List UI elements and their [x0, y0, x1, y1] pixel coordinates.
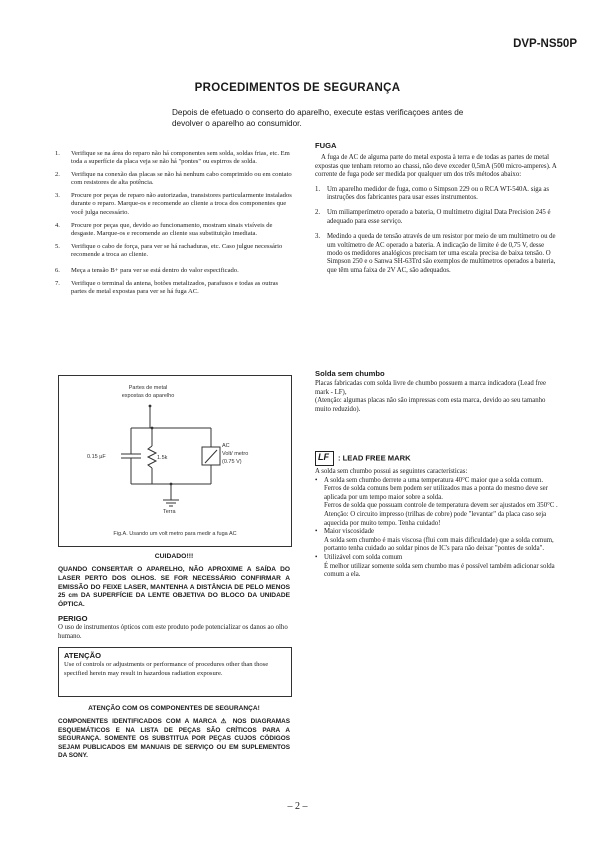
- resistor-label: 1.5k: [157, 455, 168, 461]
- capacitor-label: 0.15 µF: [87, 454, 106, 460]
- checklist-item: 1. Verifique se na área do reparo não há componentes sem solda, soldas frias, etc. Em toda a superfície da placa veja se não há "pontes" ou espirros de solda.: [55, 150, 290, 166]
- page-number: – 2 –: [287, 801, 308, 812]
- checklist-item: 4. Procure por peças que, devido ao funcionamento, mostram sinais visíveis de desgaste. Marque-os e recomende ao cliente sua substituição imediata.: [55, 221, 273, 237]
- safety-components-text: COMPONENTES IDENTIFICADOS COM A MARCA ⚠ NOS DIAGRAMAS ESQUEMÁTICOS E NA LISTA DE PEÇAS SÃO CRÍTICOS PARA A SEGURANÇA. SOMENTE OS SUBSTITUA POR PEÇAS CUJOS CÓDIGOS SEJAM PUBLICADOS EM MANUAIS DE SERVIÇO OU EM SUPLEMENTOS DA SONY.: [58, 718, 290, 760]
- lead-free-logo: LF: [315, 451, 334, 466]
- atencao-box: [58, 647, 292, 697]
- safety-components-title: ATENÇÃO COM OS COMPONENTES DE SEGURANÇA!: [88, 705, 260, 712]
- perigo-heading: PERIGO: [58, 614, 88, 623]
- meter-label: (0.75 V): [222, 459, 242, 465]
- diagram-caption: Fig.A. Usando um volt metro para medir a fuga AC: [113, 531, 237, 537]
- meter-label: AC: [222, 443, 230, 449]
- atencao-heading: ATENÇÃO: [64, 651, 101, 660]
- fuga-item: 2. Um miliamperímetro operado a bateria, O multímetro digital Data Precision 245 é adequado para esse serviço.: [315, 209, 551, 225]
- checklist: [55, 150, 295, 301]
- lead-free-bullet: • Utilizável com solda comum É melhor utilizar somente solda sem chumbo mas é possível também adicionar solda comum a ela.: [315, 553, 555, 579]
- checklist-item: 2. Verifique na conexão das placas se não há nenhum cabo comprimido ou em contato com resistores de alta potência.: [55, 171, 292, 187]
- fuga-item: 1. Um aparelho medidor de fuga, como o Simpson 229 ou o RCA WT-540A. siga as instruções dos fabricantes para usar esses instrumentos.: [315, 185, 550, 202]
- leakage-diagram: [58, 375, 292, 547]
- perigo-text: O uso de instrumentos ópticos com este produto pode potencializar os danos ao olho humano.: [58, 624, 288, 640]
- lead-free-bullet: • Maior viscosidade A solda sem chumbo é mais viscosa (flui com mais dificuldade) que a solda comum, portanto tenha cuidado ao soldar pinos de IC's para não deixar "pontes de solda".: [315, 528, 554, 553]
- intro-text: Depois de efetuado o conserto do aparelho, execute estas verificaçoes antes de devolver o aparelho ao consumidor.: [172, 108, 464, 128]
- lead-free-heading: LF : LEAD FREE MARK: [315, 451, 411, 466]
- lead-free-intro: A solda sem chumbo possui as seguintes características:: [315, 468, 468, 475]
- fuga-section: [315, 142, 560, 282]
- lead-free-bullet: • A solda sem chumbo derrete a uma temperatura 40°C maior que a solda comum. Ferros de solda comuns bem podem ser utilizados mas a ponta do mesmo deve ser aplicada por um tempo maior sobre a solda. Ferros de solda que possuam controle de temperatura devem ser ajustados em 350°C . Atenção: O circuito impresso (trilhas de cobre) pode "levantar" da placa caso seja aquecida por muito tempo. Tenha cuidado!: [315, 476, 558, 527]
- meter-label: Volt/ metro: [222, 451, 249, 457]
- fuga-item: 3. Medindo a queda de tensão através de um resistor por meio de um multímetro ou de um voltímetro de AC operado a bateria. A indicação de limite é de 0,75 V, desse modo os medidores analógicos precisam ter uma escala precisa de baixa tensão. O Simpson 250 e o Sanwa SH-63Trd são exemplos de multímetros operados a bateria, que têm uma faixa de 2V AC, são adequados.: [315, 233, 556, 274]
- fuga-heading: FUGA: [315, 141, 337, 150]
- model-number: DVP-NS50P: [513, 38, 577, 50]
- solda-note: (Atenção: algumas placas não são impressas com esta marca, devido ao seu tamanho muito reduzido).: [315, 397, 546, 413]
- fuga-intro: A fuga de AC de alguma parte do metal exposta à terra e de todas as partes de metal expostas que tenham retorno ao chassi, não deve exceder 0,5mA (500 micro-amperes). A corrente de fuga pode ser medida por qualquer um dos três métodos abaixo:: [315, 154, 557, 179]
- circuit-drawing: [59, 376, 291, 546]
- solda-text: Placas fabricadas com solda livre de chumbo possuem a marca indicadora (Lead free mark - LF),: [315, 380, 546, 396]
- caution-text: QUANDO CONSERTAR O APARELHO, NÃO APROXIME A SAÍDA DO LASER PERTO DOS OLHOS. SE FOR NECESSÁRIO CONFIRMAR A EMISSÃO DO FEIXE LASER, MANTENHA A DISTÂNCIA DE PELO MENOS 25 cm DA SUPERFÍCIE DA LENTE OBJETIVA DO BLOCO DA UNIDADE ÓPTICA.: [58, 566, 290, 609]
- caution-title: CUIDADO!!!: [154, 553, 194, 560]
- checklist-item: 7. Verifique o terminal da antena, botões metalizados, parafusos e todas as outras partes de metal expostas para ver se há fuga AC.: [55, 280, 279, 296]
- checklist-item: 6. Meça a tensão B+ para ver se está dentro do valor especificado.: [55, 267, 239, 275]
- diagram-label-top: expostas do aparelho: [121, 393, 175, 399]
- diagram-label-top: Partes de metal: [128, 385, 168, 391]
- solda-heading: Solda sem chumbo: [315, 369, 385, 378]
- page-title: PROCEDIMENTOS DE SEGURANÇA: [194, 82, 401, 94]
- checklist-item: 5. Verifique o cabo de força, para ver se há rachaduras, etc. Caso julgue necessário recomende a troca ao cliente.: [55, 242, 283, 258]
- lead-free-body: [315, 468, 560, 580]
- atencao-text: Use of controls or adjustments or performance of procedures other than those specified herein may result in hazardous radiation exposure.: [64, 661, 269, 677]
- checklist-item: 3. Procure por peças de reparo não autorizadas, transistores particularmente instalados durante o reparo. Marque-os e recomende ao cliente a troca dos componentes que você julga necessário.: [55, 192, 292, 216]
- solda-section: [315, 370, 560, 414]
- ground-label: Terra: [163, 509, 176, 515]
